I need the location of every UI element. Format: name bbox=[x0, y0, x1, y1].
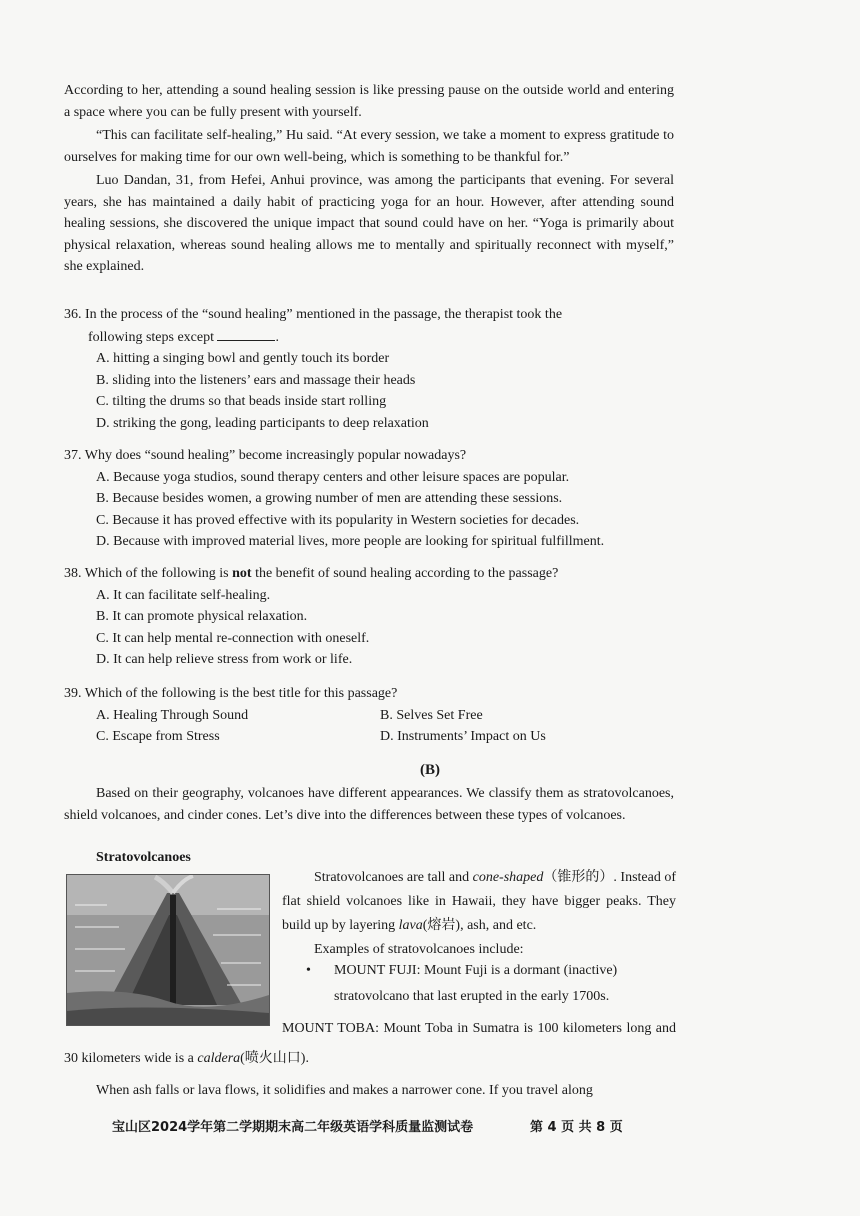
paragraph: According to her, attending a sound healing session is like pressing pause on the outside world and entering a space where you can be fully present with yourself. bbox=[64, 83, 674, 120]
subheading: Stratovolcanoes bbox=[96, 850, 191, 865]
option: D. Instruments’ Impact on Us bbox=[380, 729, 546, 744]
text: （锥形的）. Instead of flat shield volcanoes like in Hawaii, they have bigger peaks. They build up by layering bbox=[282, 870, 677, 933]
stem-text: the benefit of sound healing according to the passage? bbox=[251, 566, 559, 581]
paragraph: Luo Dandan, 31, from Hefei, Anhui province, was among the participants that evening. For several years, she has maintained a daily habit of practicing yoga for an hour. However, after attending sound healing sessions, she discovered the unique impact that sound could have on her. “Yoga is primarily about physical relaxation, whereas sound healing allows me to mentally and spiritually reconnect with myself,” she explained. bbox=[64, 173, 674, 274]
text: (熔岩), ash, and etc. bbox=[422, 918, 537, 933]
option: D. It can help relieve stress from work or life. bbox=[96, 652, 353, 667]
stem-text: . bbox=[275, 329, 279, 345]
stem-text: 38. Which of the following is bbox=[64, 566, 233, 581]
question-stem: 37. Why does “sound healing” become increasingly popular nowadays? bbox=[64, 448, 467, 463]
option: B. It can promote physical relaxation. bbox=[96, 609, 308, 624]
option: B. Because besides women, a growing number of men are attending these sessions. bbox=[96, 491, 563, 506]
question-38 bbox=[64, 563, 676, 671]
bullet-dot-icon: • bbox=[306, 963, 311, 978]
volcano-cross-section-illustration bbox=[67, 875, 269, 1025]
option: B. sliding into the listeners’ ears and massage their heads bbox=[96, 372, 416, 388]
toba-paragraph bbox=[64, 1014, 676, 1106]
stratovolcano-description bbox=[282, 866, 676, 962]
option: D. Because with improved material lives, more people are looking for spiritual fulfillment. bbox=[96, 534, 605, 549]
option: C. tilting the drums so that beads inside start rolling bbox=[96, 394, 387, 409]
paragraph: When ash falls or lava flows, it solidifies and makes a narrower cone. If you travel along bbox=[96, 1083, 593, 1098]
section-b-intro: Based on their geography, volcanoes have different appearances. We classify them as stratovolcanoes, shield volcanoes, and cinder cones. Let’s dive into the differences between these types of volcanoes. bbox=[64, 786, 674, 823]
bullet-text: MOUNT FUJI: Mount Fuji is a dormant (inactive) stratovolcano that last erupted in the early 1700s. bbox=[334, 963, 618, 1004]
option: C. It can help mental re-connection with oneself. bbox=[96, 630, 370, 646]
paragraph bbox=[64, 1014, 676, 1074]
page-number: 第 4 页 共 8 页 bbox=[530, 1120, 623, 1135]
paragraph: Examples of stratovolcanoes include: bbox=[314, 942, 524, 957]
option: C. Escape from Stress bbox=[96, 729, 220, 744]
option: D. striking the gong, leading participants to deep relaxation bbox=[96, 415, 429, 431]
question-stem: 36. In the process of the “sound healing” mentioned in the passage, the therapist took the bbox=[64, 307, 563, 322]
option: A. hitting a singing bowl and gently touch its border bbox=[96, 351, 390, 366]
question-37 bbox=[64, 445, 676, 553]
paragraph: “This can facilitate self-healing,” Hu said. “At every session, we take a moment to express gratitude to ourselves for making time for our own well-being, which is something to be thankful for.” bbox=[64, 128, 674, 165]
section-title: (B) bbox=[420, 762, 440, 778]
question-stem: 39. Which of the following is the best title for this passage? bbox=[64, 686, 398, 701]
option: C. Because it has proved effective with its popularity in Western societies for decades. bbox=[96, 512, 580, 528]
option: A. Because yoga studios, sound therapy centers and other leisure spaces are popular. bbox=[96, 469, 570, 485]
option-grid bbox=[96, 705, 676, 748]
question-stem-cont bbox=[88, 326, 676, 349]
question-36 bbox=[64, 304, 676, 434]
stem-text: following steps except bbox=[88, 329, 214, 345]
text: Stratovolcanoes are tall and bbox=[314, 870, 473, 885]
option: B. Selves Set Free bbox=[380, 707, 483, 723]
answer-blank bbox=[217, 326, 275, 341]
question-39 bbox=[64, 683, 676, 748]
option: A. It can facilitate self-healing. bbox=[96, 587, 271, 603]
text: (喷火山口). bbox=[240, 1051, 309, 1066]
italic-term: cone-shaped bbox=[472, 870, 544, 885]
question-stem bbox=[64, 563, 676, 585]
passage-a-tail bbox=[64, 80, 674, 278]
page-footer bbox=[112, 1116, 672, 1135]
italic-term: caldera bbox=[197, 1051, 241, 1066]
bullet-item bbox=[306, 958, 676, 1010]
footer-title: 宝山区2024学年第二学期期末高二年级英语学科质量监测试卷 bbox=[112, 1120, 474, 1135]
option: A. Healing Through Sound bbox=[96, 707, 249, 723]
stem-emphasis: not bbox=[232, 566, 252, 581]
italic-term: lava bbox=[398, 918, 423, 933]
text: MOUNT TOBA: Mount Toba in Sumatra is 100 kilometers long and 30 kilometers wide is a bbox=[64, 1021, 676, 1066]
paragraph bbox=[282, 866, 676, 938]
volcano-diagram-image bbox=[66, 874, 270, 1026]
